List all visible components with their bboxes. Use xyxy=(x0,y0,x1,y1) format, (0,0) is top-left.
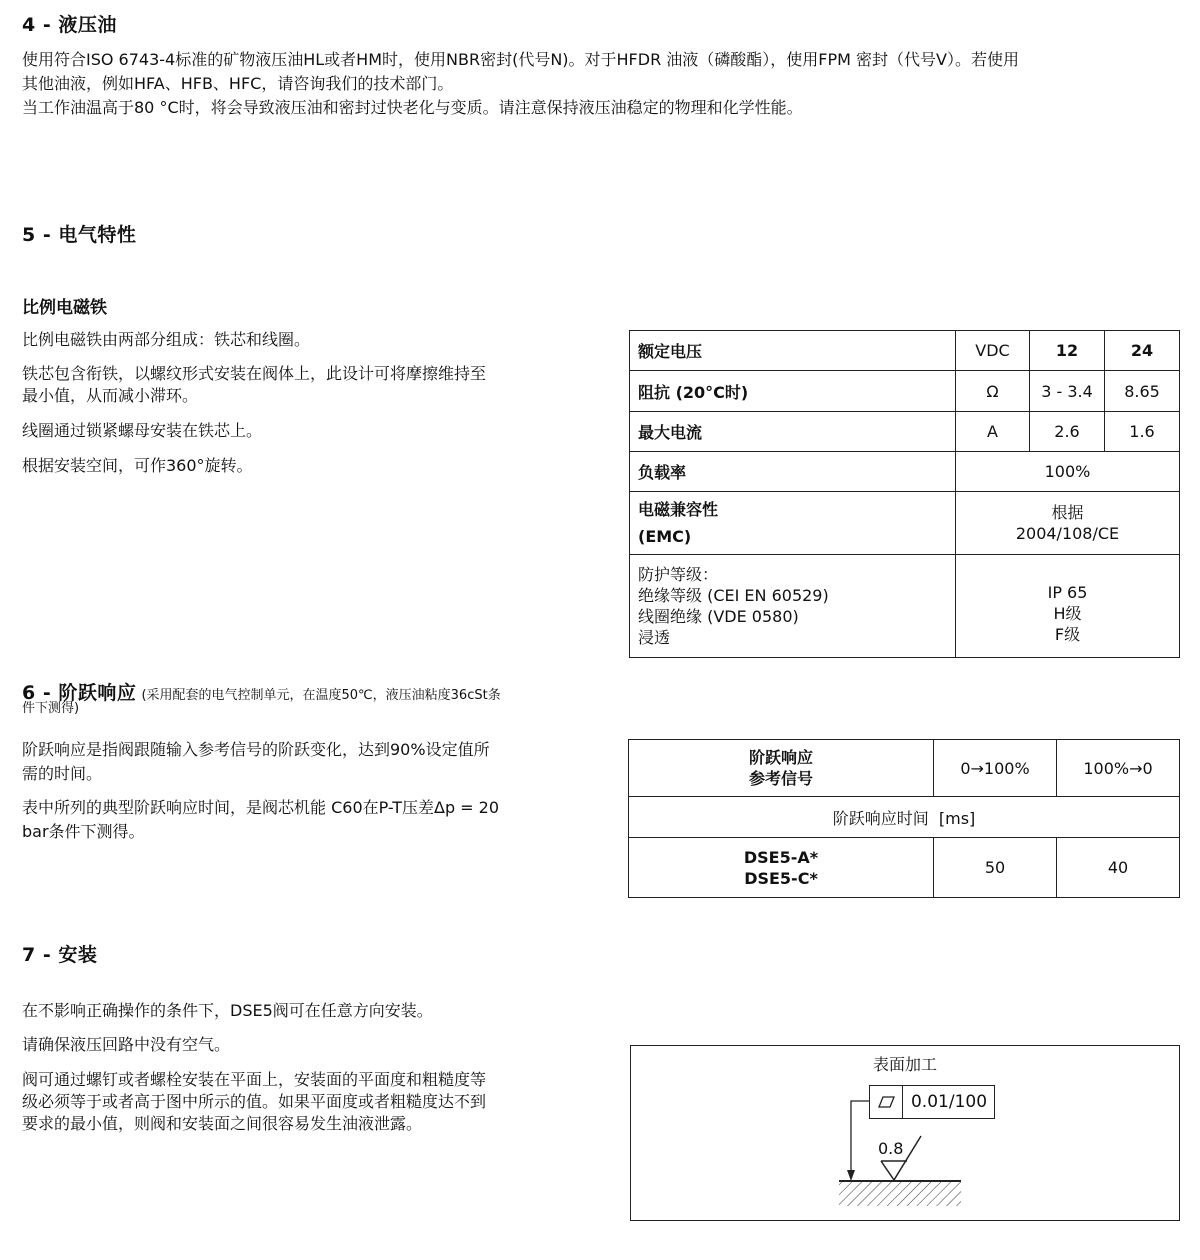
section-5-subtitle: 比例电磁铁 xyxy=(22,298,107,318)
table-cell: 100%→0 xyxy=(1057,740,1180,797)
table-cell: Ω xyxy=(956,371,1030,412)
model-line-1: DSE5-A* xyxy=(743,847,819,867)
protection-value-1: IP 65 xyxy=(1047,582,1088,602)
electrical-spec-table xyxy=(629,330,1180,658)
emc-value-line-2: 2004/108/CE xyxy=(1015,524,1120,543)
header-line-1: 阶跃响应 xyxy=(748,748,813,767)
table-cell: 24 xyxy=(1105,331,1180,371)
emc-label-line-1: 电磁兼容性 xyxy=(638,500,719,519)
table-cell: 100% xyxy=(956,452,1180,492)
table-cell: 阶跃响应时间 [ms] xyxy=(629,797,1180,838)
protection-value-2: H级 xyxy=(1053,603,1082,623)
section-7-paragraph-1: 在不影响正确操作的条件下，DSE5阀可在任意方向安装。 xyxy=(22,1001,433,1020)
protection-label-2: 线圈绝缘 (VDE 0580) xyxy=(638,607,799,626)
table-row xyxy=(630,452,1180,492)
step-response-table xyxy=(628,739,1180,898)
section-6-note-2: 件下测得) xyxy=(22,701,80,716)
table-row xyxy=(629,797,1180,838)
section-6-paragraph-2a: 表中所列的典型阶跃响应时间，是阀芯机能 C60在P-T压差Δp = 20 xyxy=(22,798,500,817)
section-5-paragraph-3: 线圈通过锁紧螺母安装在铁芯上。 xyxy=(22,421,263,440)
section-7-title: 7 - 安装 xyxy=(22,944,98,966)
section-4-line-2: 其他油液，例如HFA、HFB、HFC，请咨询我们的技术部门。 xyxy=(22,74,454,93)
figure-title: 表面加工 xyxy=(872,1055,937,1074)
table-cell: 50 xyxy=(934,838,1057,898)
table-row xyxy=(629,838,1180,898)
section-7-paragraph-3c: 要求的最小值，则阀和安装面之间很容易发生油液泄露。 xyxy=(22,1114,423,1133)
table-cell: 1.6 xyxy=(1105,412,1180,452)
surface-finish-figure xyxy=(630,1045,1180,1221)
model-line-2: DSE5-C* xyxy=(744,868,818,888)
section-5-title: 5 - 电气特性 xyxy=(22,224,137,246)
section-7-paragraph-3a: 阀可通过螺钉或者螺栓安装在平面上，安装面的平面度和粗糙度等 xyxy=(22,1070,487,1089)
roughness-value: 0.8 xyxy=(878,1139,904,1158)
emc-value-line-1: 根据 xyxy=(1051,503,1084,522)
table-cell: 0→100% xyxy=(934,740,1057,797)
protection-label-1: 绝缘等级 (CEI EN 60529) xyxy=(638,586,829,605)
flatness-value: 0.01/100 xyxy=(910,1092,988,1112)
table-row xyxy=(630,371,1180,412)
section-6-paragraph-1b: 需的时间。 xyxy=(22,764,103,783)
section-6-title: 6 - 阶跃响应 xyxy=(22,682,137,704)
protection-label-head: 防护等级： xyxy=(638,565,719,584)
table-cell: VDC xyxy=(956,331,1030,371)
table-cell: A xyxy=(956,412,1030,452)
table-cell: 8.65 xyxy=(1105,371,1180,412)
table-cell xyxy=(629,838,934,898)
section-5-paragraph-2b: 最小值，从而减小滞环。 xyxy=(22,386,199,405)
table-row xyxy=(630,555,1180,658)
table-cell: 额定电压 xyxy=(630,331,956,371)
table-cell: 最大电流 xyxy=(630,412,956,452)
table-cell xyxy=(956,555,1180,658)
section-7-paragraph-3b: 级必须等于或者高于图中所示的值。如果平面度或者粗糙度达不到 xyxy=(22,1092,487,1111)
table-row xyxy=(629,740,1180,797)
surface-roughness-icon xyxy=(631,1046,1179,1220)
table-cell xyxy=(630,555,956,658)
section-5-paragraph-2a: 铁芯包含衔铁，以螺纹形式安装在阀体上，此设计可将摩擦维持至 xyxy=(22,364,487,383)
table-row xyxy=(630,412,1180,452)
table-row xyxy=(630,331,1180,371)
table-cell xyxy=(629,740,934,797)
section-4-title: 4 - 液压油 xyxy=(22,14,117,36)
table-cell: 40 xyxy=(1057,838,1180,898)
section-7-paragraph-2: 请确保液压回路中没有空气。 xyxy=(22,1035,231,1054)
section-4-line-3: 当工作油温高于80 °C时，将会导致液压油和密封过快老化与变质。请注意保持液压油稳定的物理和化学性能。 xyxy=(22,98,803,117)
emc-label-line-2: (EMC) xyxy=(638,527,692,546)
table-row xyxy=(630,492,1180,555)
section-5-paragraph-1: 比例电磁铁由两部分组成：铁芯和线圈。 xyxy=(22,330,311,349)
table-cell xyxy=(630,492,956,555)
header-line-2: 参考信号 xyxy=(748,769,813,788)
table-cell: 2.6 xyxy=(1030,412,1105,452)
table-cell: 12 xyxy=(1030,331,1105,371)
protection-label-3: 浸透 xyxy=(638,628,671,647)
table-cell: 3 - 3.4 xyxy=(1030,371,1105,412)
section-6-paragraph-2b: bar条件下测得。 xyxy=(22,822,145,841)
table-cell: 负载率 xyxy=(630,452,956,492)
section-6-header xyxy=(22,678,582,705)
section-4-line-1: 使用符合ISO 6743-4标准的矿物液压油HL或者HM时，使用NBR密封(代号N)。对于HFDR 油液（磷酸酯），使用FPM 密封（代号V）。若使用 xyxy=(22,50,1019,69)
protection-value-3: F级 xyxy=(1054,624,1081,644)
section-5-paragraph-4: 根据安装空间，可作360°旋转。 xyxy=(22,456,253,475)
table-cell: 阻抗 (20°C时) xyxy=(630,371,956,412)
section-6-note-1: (采用配套的电气控制单元，在温度50℃，液压油粘度36cSt条 xyxy=(141,688,501,703)
table-cell xyxy=(956,492,1180,555)
section-6-paragraph-1a: 阶跃响应是指阀跟随输入参考信号的阶跃变化，达到90%设定值所 xyxy=(22,740,490,759)
